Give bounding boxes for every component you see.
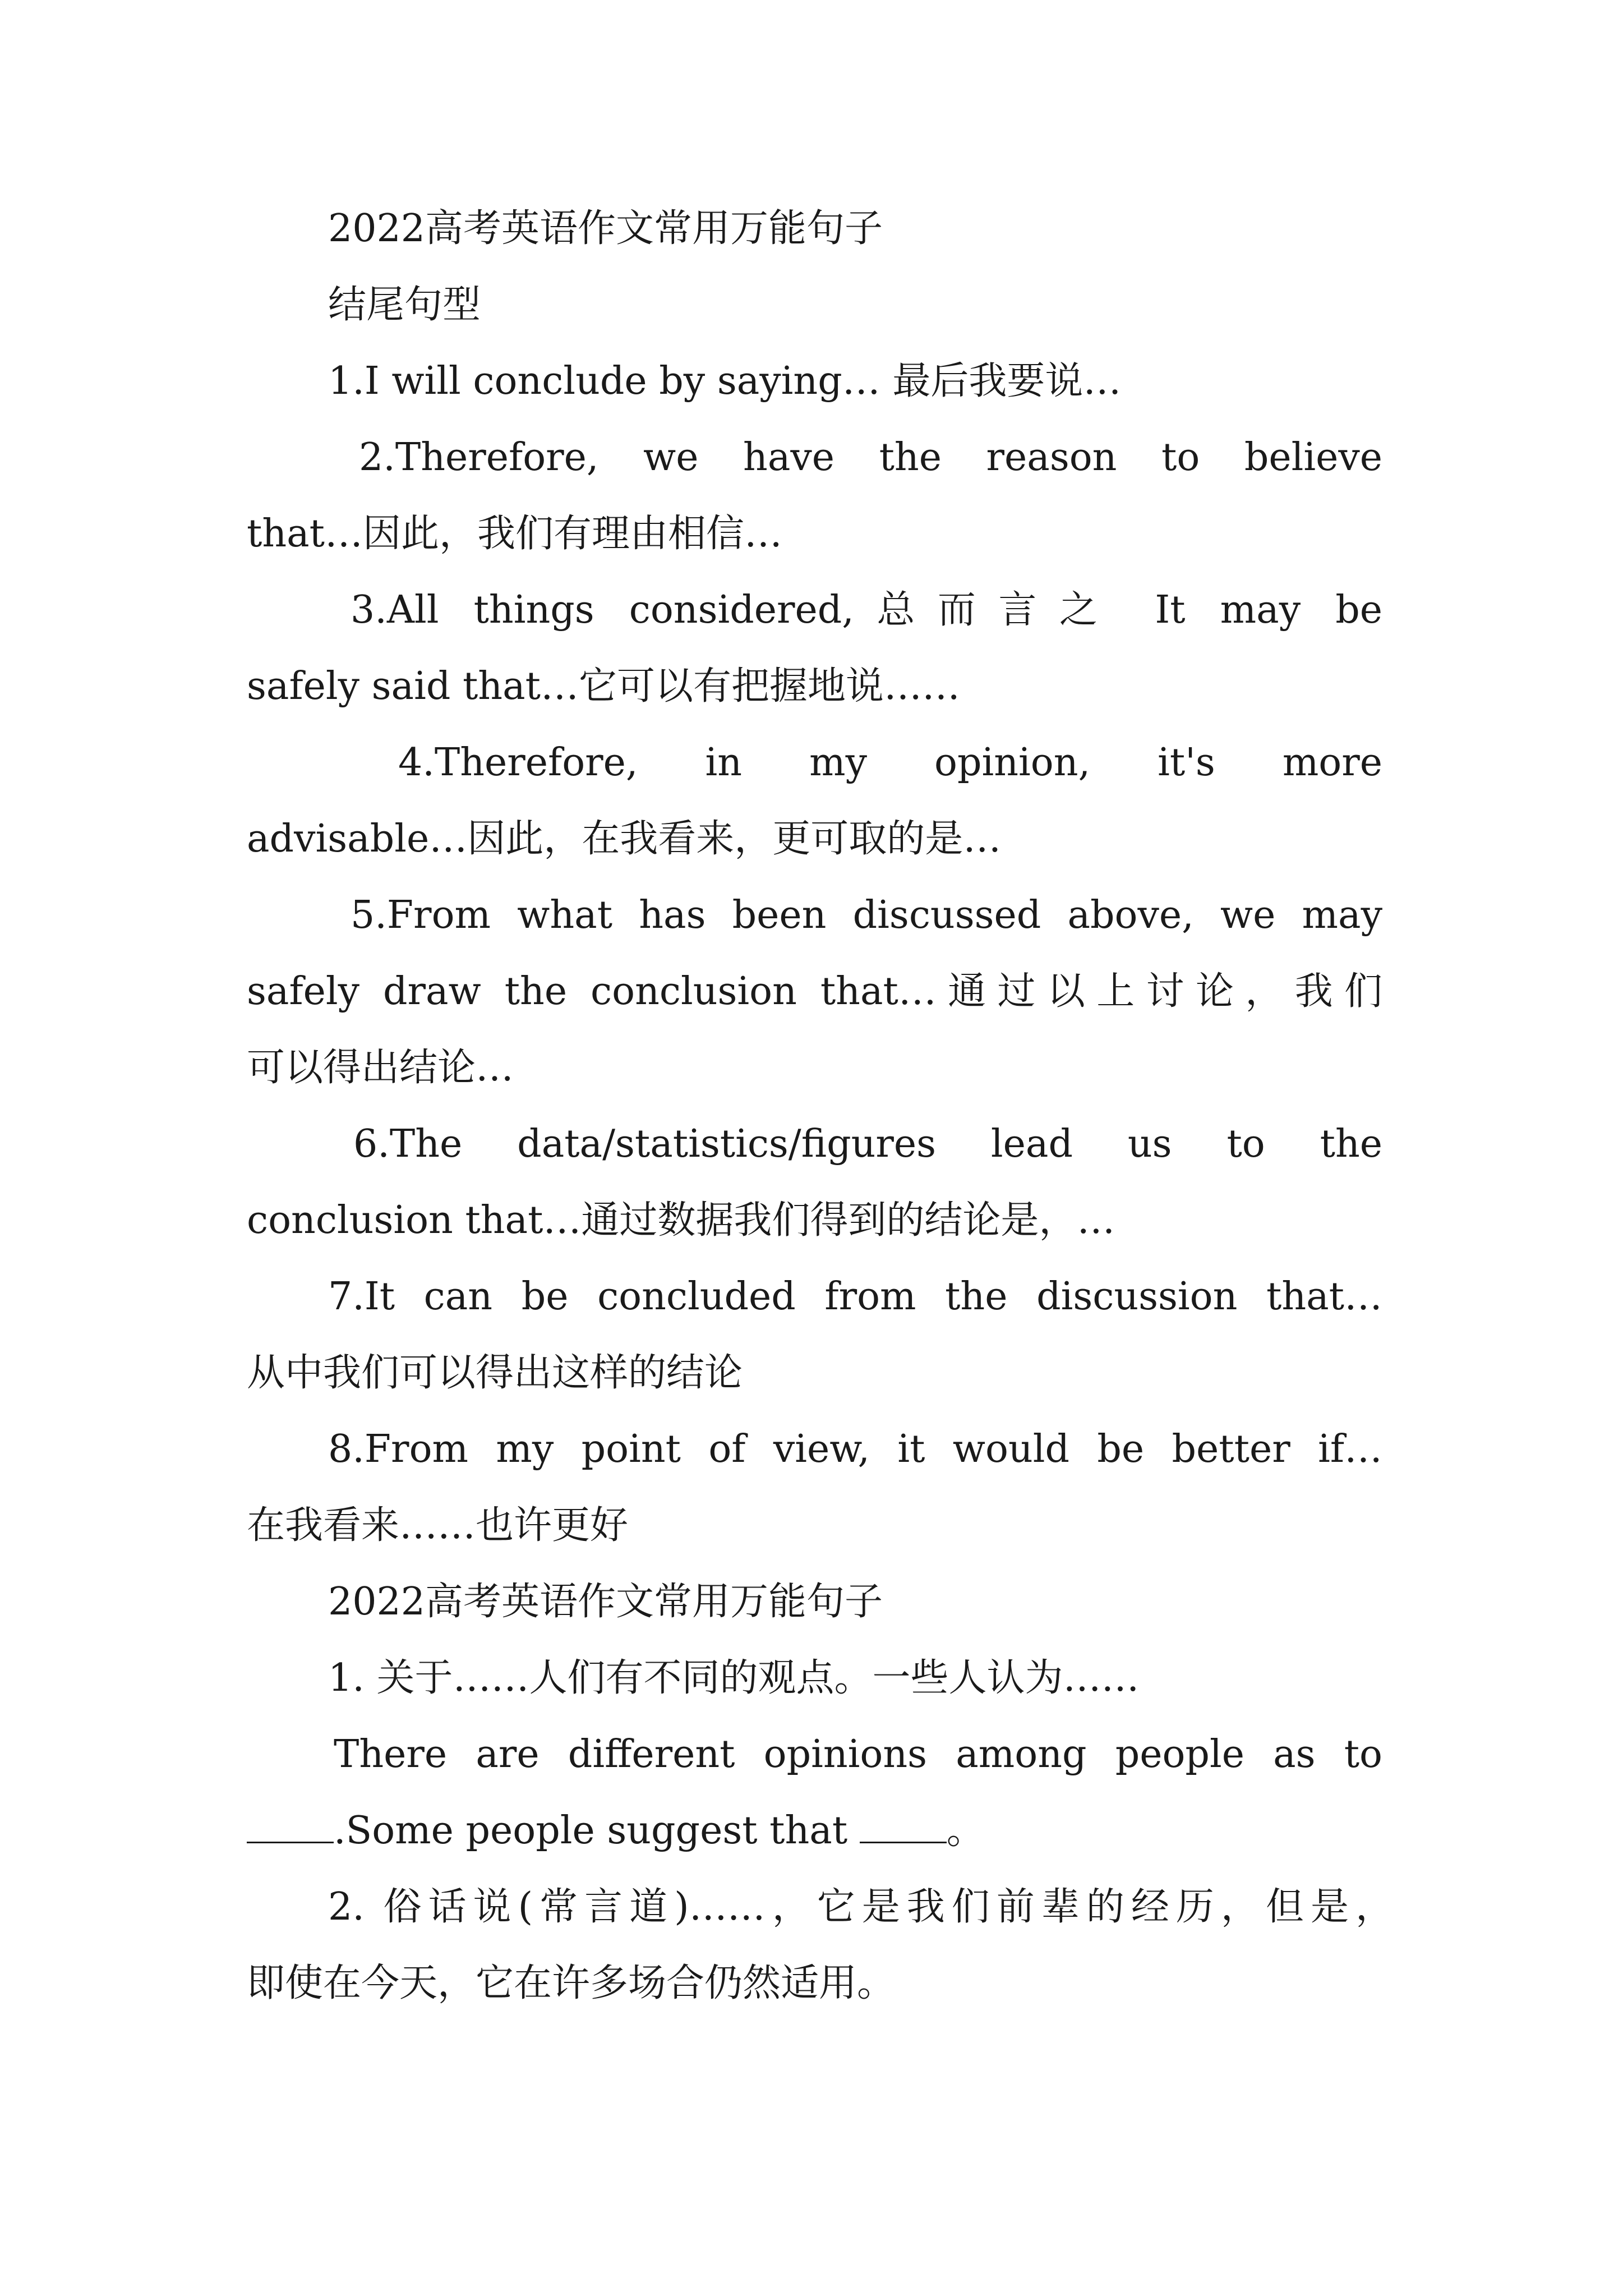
conclusion-item-5-line-1: 5.From what has been discussed above, we may — [351, 893, 1382, 937]
fill-in-blank — [860, 1812, 947, 1843]
conclusion-item-1: 1.I will conclude by saying… 最后我要说… — [328, 359, 1122, 403]
conclusion-item-8-line-1: 8.From my point of view, it would be better if… — [328, 1427, 1382, 1471]
conclusion-item-5-line-2: safely draw the conclusion that…通过以上讨论，我们 — [247, 969, 1382, 1014]
conclusion-item-3-line-1: 3.All things considered,总而言之 It may be — [351, 588, 1382, 632]
sentence-1-chinese: 1. 关于……人们有不同的观点。一些人认为…… — [328, 1656, 1140, 1700]
conclusion-item-8-line-2: 在我看来……也许更好 — [247, 1503, 629, 1548]
conclusion-item-4-line-1: 4.Therefore, in my opinion, it's more — [398, 740, 1382, 785]
conclusion-item-2-line-1: 2.Therefore, we have the reason to believe — [359, 435, 1382, 480]
conclusion-item-3-line-2: safely said that…它可以有把握地说…… — [247, 664, 960, 708]
page-title: 2022高考英语作文常用万能句子 — [328, 206, 883, 251]
conclusion-item-2-line-2: that…因此，我们有理由相信… — [247, 512, 782, 556]
conclusion-item-7-line-1: 7.It can be concluded from the discussion that… — [328, 1274, 1382, 1319]
sentence-1-english-line-2: .Some people suggest that 。 — [247, 1793, 1382, 1869]
sentence-2-line-2: 即使在今天，它在许多场合仍然适用。 — [247, 1961, 896, 2005]
section-heading: 结尾句型 — [328, 283, 481, 327]
conclusion-item-7-line-2: 从中我们可以得出这样的结论 — [247, 1351, 743, 1395]
page-title-repeat: 2022高考英语作文常用万能句子 — [328, 1580, 883, 1624]
sentence-1-english-line-1: There are different opinions among people as to — [334, 1732, 1382, 1777]
fill-in-blank — [247, 1812, 334, 1843]
conclusion-item-4-line-2: advisable…因此，在我看来，更可取的是… — [247, 817, 1002, 861]
conclusion-item-6-line-1: 6.The data/statistics/figures lead us to the — [353, 1122, 1382, 1166]
conclusion-item-6-line-2: conclusion that…通过数据我们得到的结论是，… — [247, 1198, 1115, 1243]
sentence-2-line-1: 2. 俗话说(常言道)……，它是我们前辈的经历，但是， — [328, 1885, 1394, 1929]
conclusion-item-5-line-3: 可以得出结论… — [247, 1046, 514, 1090]
